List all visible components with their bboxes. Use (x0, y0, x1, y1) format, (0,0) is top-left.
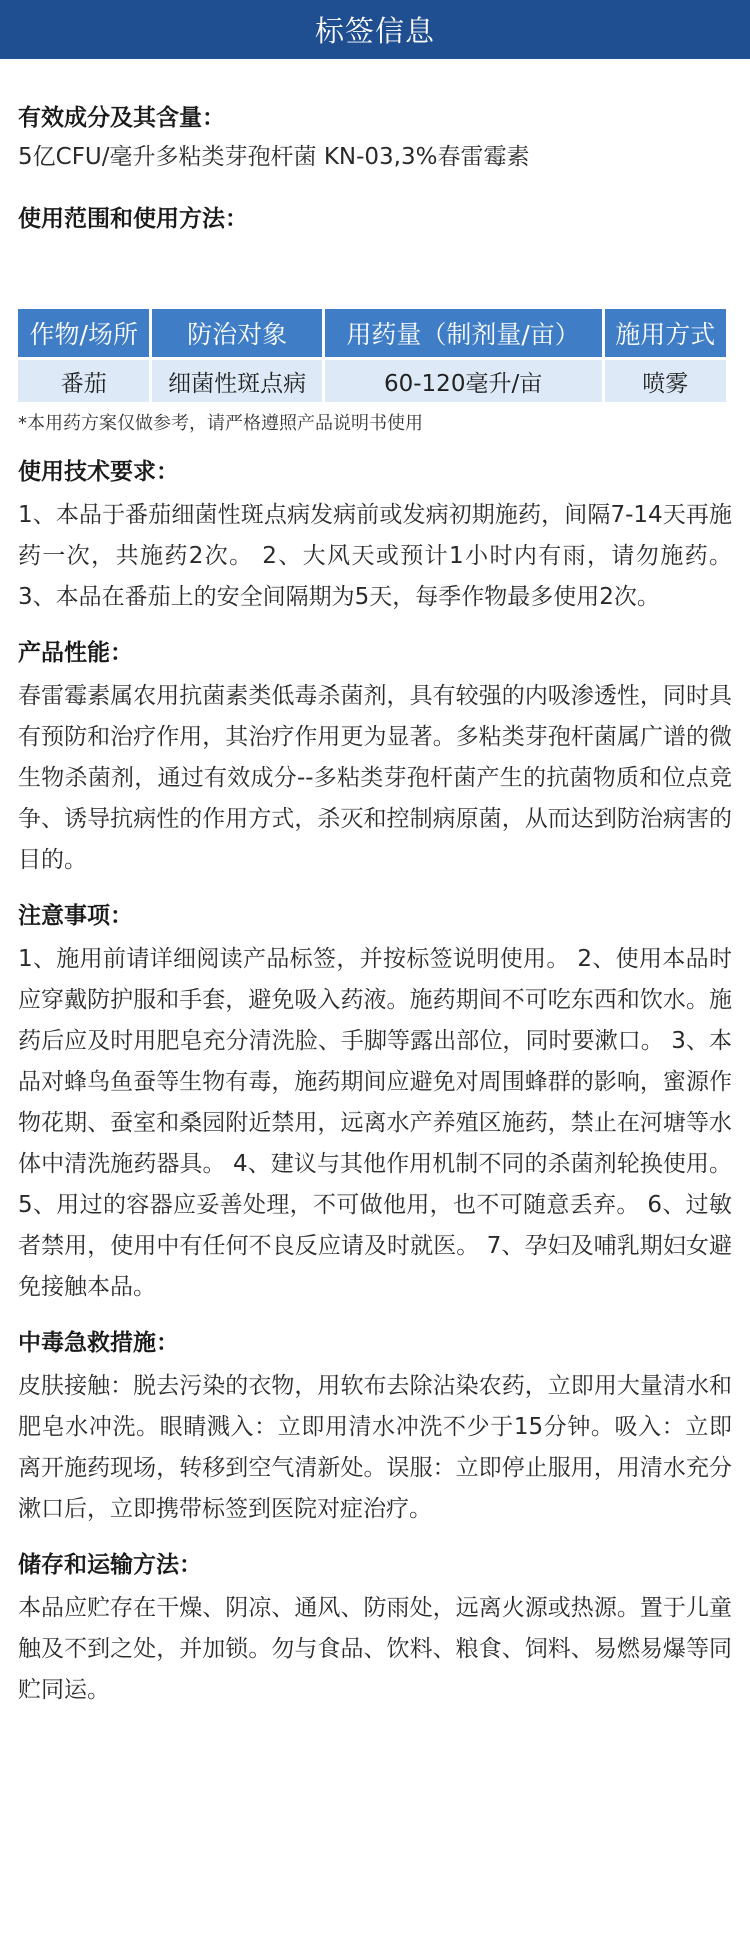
dosage-table-wrapper (18, 306, 732, 405)
performance-section (18, 636, 732, 881)
column-header-dosage: 用药量（制剂量/亩） (325, 309, 602, 357)
precautions-text: 1、施用前请详细阅读产品标签，并按标签说明使用。 2、使用本品时应穿戴防护服和手套，避免吸入药液。施药期间不可吃东西和饮水。施药后应及时用肥皂充分清洗脸、手脚等露出部位，同时要漱口。 3、本品对蜂鸟鱼蚕等生物有毒，施药期间应避免对周围蜂群的影响，蜜源作物花期、蚕室和桑园附近禁用，远离水产养殖区施药，禁止在河塘等水体中清洗施药器具。 4、建议与其他作用机制不同的杀菌剂轮换使用。 5、用过的容器应妥善处理，不可做他用，也不可随意丢弃。 6、过敏者禁用，使用中有任何不良反应请及时就医。 7、孕妇及哺乳期妇女避免接触本品。 (18, 946, 732, 1300)
label-content (0, 101, 750, 1711)
usage-heading: 使用范围和使用方法： (18, 206, 248, 232)
firstaid-heading: 中毒急救措施： (18, 1330, 179, 1356)
cell-crop: 番茄 (18, 360, 149, 402)
cell-method: 喷雾 (605, 360, 727, 402)
column-header-crop: 作物/场所 (18, 309, 149, 357)
usage-section (18, 202, 732, 236)
storage-heading: 储存和运输方法： (18, 1552, 202, 1578)
firstaid-section (18, 1326, 732, 1530)
usage-note: *本用药方案仅做参考，请严格遵照产品说明书使用 (18, 413, 423, 434)
column-header-method: 施用方式 (605, 309, 727, 357)
precautions-section (18, 899, 732, 1308)
page-header (0, 0, 750, 59)
cell-dosage: 60-120毫升/亩 (325, 360, 602, 402)
table-row (18, 360, 726, 402)
ingredients-text: 5亿CFU/毫升多粘类芽孢杆菌 KN-03,3%春雷霉素 (18, 144, 530, 170)
precautions-heading: 注意事项： (18, 903, 133, 929)
technical-heading: 使用技术要求： (18, 459, 179, 485)
column-header-target: 防治对象 (152, 309, 321, 357)
firstaid-text: 皮肤接触：脱去污染的衣物，用软布去除沾染农药，立即用大量清水和肥皂水冲洗。眼睛溅入：立即用清水冲洗不少于15分钟。吸入：立即离开施药现场，转移到空气清新处。误服：立即停止服用，用清水充分漱口后，立即携带标签到医院对症治疗。 (18, 1373, 732, 1522)
page-title: 标签信息 (314, 14, 435, 48)
technical-section (18, 455, 732, 618)
storage-text: 本品应贮存在干燥、阴凉、通风、防雨处，远离火源或热源。置于儿童触及不到之处，并加锁。勿与食品、饮料、粮食、饲料、易燃易爆等同贮同运。 (18, 1595, 732, 1703)
storage-section (18, 1548, 732, 1711)
ingredients-section (18, 101, 732, 178)
performance-heading: 产品性能： (18, 640, 133, 666)
dosage-table (15, 306, 729, 405)
technical-text: 1、本品于番茄细菌性斑点病发病前或发病初期施药，间隔7-14天再施药一次，共施药2次。 2、大风天或预计1小时内有雨，请勿施药。 3、本品在番茄上的安全间隔期为5天，每季作物最多使用2次。 (18, 502, 732, 610)
ingredients-heading: 有效成分及其含量： (18, 105, 225, 131)
cell-target: 细菌性斑点病 (152, 360, 321, 402)
table-header-row (18, 309, 726, 357)
performance-text: 春雷霉素属农用抗菌素类低毒杀菌剂，具有较强的内吸渗透性，同时具有预防和治疗作用，其治疗作用更为显著。多粘类芽孢杆菌属广谱的微生物杀菌剂，通过有效成分--多粘类芽孢杆菌产生的抗菌物质和位点竞争、诱导抗病性的作用方式，杀灭和控制病原菌，从而达到防治病害的目的。 (18, 683, 732, 873)
